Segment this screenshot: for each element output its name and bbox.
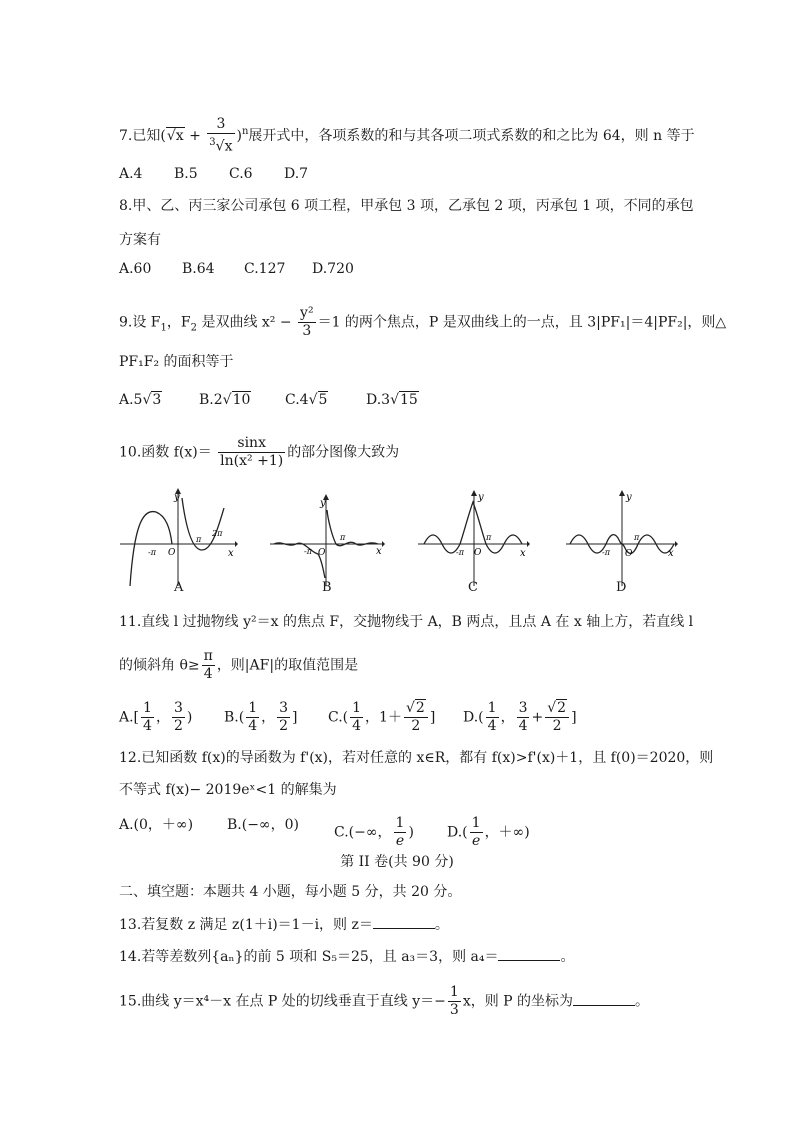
q9-d-pre: D.3 — [366, 392, 391, 408]
q7-option-b: B.5 — [174, 166, 198, 182]
q11-d-d1: 4 — [487, 718, 497, 734]
q8-option-d: D.720 — [312, 261, 354, 277]
graph-c-x-label: x — [520, 548, 526, 559]
section2-heading: 二、填空题：本题共 4 小题，每小题 5 分，共 20 分。 — [119, 884, 462, 900]
q11-line2-post: ，则|AF|的取值范围是 — [216, 657, 359, 674]
q12-c-post: ) — [408, 824, 414, 841]
q9-sub-1: 1 — [160, 322, 167, 334]
q7-root-index: 3 — [209, 137, 216, 148]
q11-b-d2: 2 — [279, 718, 289, 734]
graph-d-tick-pi: π — [634, 533, 640, 542]
q9-a-rad: 3 — [152, 392, 162, 408]
q9-a-pre: A.5 — [119, 392, 143, 408]
q11-d-frac-mid — [517, 700, 530, 735]
graph-c-label: C — [468, 580, 478, 595]
q11-c-d2: 2 — [404, 717, 428, 735]
q14-text: 14.若等差数列{aₙ}的前 5 项和 S₅＝25，且 a₃＝3，则 a₄＝ — [119, 949, 499, 965]
q11-c-n2: 2 — [415, 700, 425, 716]
q11-c-n1: 1 — [352, 700, 362, 716]
q7-text-a: 7.已知( — [119, 127, 166, 144]
q9-option-c: C.4√5 — [285, 392, 328, 408]
q11-option-a — [119, 700, 192, 735]
graph-b-x-label: x — [376, 546, 382, 557]
q9-option-a: A.5√3 — [119, 392, 162, 408]
graph-a-tick-neg-pi: -π — [148, 548, 156, 557]
q9-stem — [119, 305, 726, 340]
q11-b-n1: 1 — [248, 700, 258, 716]
q11-a-d1: 4 — [143, 718, 152, 734]
q11-d-n2: 2 — [557, 700, 567, 716]
q7-radicand: x — [175, 127, 184, 144]
q15-end: 。 — [635, 993, 650, 1010]
q11-a-post: ) — [186, 709, 193, 726]
q7-frac-den: $^3$√x — [207, 133, 234, 156]
q11-d-plus: + — [531, 709, 544, 726]
q8-line2: 方案有 — [119, 232, 161, 248]
q11-option-c — [328, 700, 435, 735]
q7-exp: n — [241, 126, 249, 138]
q11-line1: 11.直线 l 过抛物线 y²＝x 的焦点 F，交抛物线于 A，B 两点，且点 A 在 x 轴上方，若直线 l — [119, 614, 694, 630]
q9-option-d: D.3√15 — [366, 392, 418, 408]
q8-option-c: C.127 — [244, 261, 286, 277]
q9-c-pre: C.4 — [285, 392, 309, 408]
graph-d-label: D — [616, 580, 627, 595]
graph-d — [566, 488, 678, 588]
q7-option-a: A.4 — [119, 166, 143, 182]
q11-a-frac1 — [141, 700, 154, 735]
q14-answer-blank[interactable] — [498, 946, 560, 961]
q12-d-post: ，＋∞) — [484, 824, 530, 841]
q11-angle-num: π — [203, 648, 213, 664]
q15-fraction — [448, 984, 461, 1019]
graph-a — [120, 488, 238, 588]
q9-mid1: ，F — [166, 314, 191, 331]
graph-b — [270, 488, 385, 588]
graph-a-tick-pi: π — [196, 535, 202, 544]
q9-fraction — [298, 305, 316, 340]
q14 — [119, 946, 574, 967]
q11-b-frac2 — [277, 700, 290, 735]
graph-d-x-label: x — [668, 548, 674, 559]
q12-d-pre: D.( — [447, 824, 468, 841]
q11-c-frac2 — [404, 700, 428, 735]
q9-b-rad: 10 — [232, 392, 251, 408]
q10-fraction — [218, 435, 285, 470]
graph-b-y-label: y — [320, 498, 326, 509]
q10-suffix: 的部分图像大致为 — [287, 444, 400, 461]
q15 — [119, 984, 649, 1019]
graph-a-x-label: x — [228, 548, 234, 559]
q15-answer-blank[interactable] — [573, 991, 635, 1006]
q12-c-den: e — [394, 832, 407, 850]
q7-fraction — [207, 116, 234, 156]
graph-c — [418, 488, 530, 588]
q10-frac-den: ln(x² +1) — [220, 453, 284, 469]
q11-b-d1: 4 — [248, 718, 258, 734]
graph-c-origin: O — [474, 548, 482, 558]
q9-mid2: 是双曲线 x² − — [197, 314, 292, 331]
q11-c-pre: C.( — [328, 709, 349, 726]
q7-frac-radicand: x — [224, 138, 233, 155]
q10-stem — [119, 435, 399, 470]
q11-option-b — [224, 700, 298, 735]
q11-line2 — [119, 648, 358, 683]
graph-b-tick-pi: π — [340, 533, 346, 542]
q9-b-pre: B.2 — [199, 392, 223, 408]
q11-a-pre: A.[ — [119, 709, 140, 726]
q9-frac-den: 3 — [298, 322, 316, 340]
q7-text-b: ) — [236, 127, 242, 144]
q7-option-d: D.7 — [284, 166, 309, 182]
graph-a-y-label: y — [174, 492, 180, 503]
graph-a-label: A — [174, 580, 184, 595]
q15-den: 3 — [449, 1002, 459, 1018]
q9-c-rad: 5 — [318, 392, 328, 408]
graph-b-label: B — [322, 580, 332, 595]
q12-line2: 不等式 f(x)− 2019eˣ<1 的解集为 — [119, 782, 337, 798]
q9-sub-2: 2 — [190, 322, 197, 334]
q15-num: 1 — [449, 984, 459, 1000]
q11-d-d2: 2 — [545, 717, 569, 735]
q15-mid: x，则 P 的坐标为 — [462, 993, 574, 1010]
q11-a-sep: ， — [155, 709, 170, 726]
q13-text: 13.若复数 z 满足 z(1＋i)＝1－i，则 z＝ — [119, 917, 373, 933]
q11-d-post: ] — [571, 709, 577, 726]
graph-d-y-label: y — [626, 492, 632, 503]
part2-title: 第 II 卷(共 90 分) — [340, 854, 454, 870]
q12-option-d — [447, 815, 530, 850]
q9-d-rad: 15 — [400, 392, 418, 408]
q7-frac-num: 3 — [216, 116, 226, 132]
q11-c-n2-wrap: √2 — [405, 700, 425, 716]
q8-option-b: B.64 — [182, 261, 215, 277]
q11-line2-pre: 的倾斜角 θ≥ — [119, 657, 200, 674]
q11-b-sep: ， — [261, 709, 276, 726]
q12-option-a: A.(0，＋∞) — [119, 817, 194, 833]
graph-b-origin: O — [318, 548, 326, 558]
q9-option-b: B.2√10 — [199, 392, 251, 408]
q11-c-post: ] — [429, 709, 436, 726]
q13 — [119, 914, 449, 935]
q9-suffix: ＝1 的两个焦点，P 是双曲线上的一点，且 3|PF₁|＝4|PF₂|，则△ — [317, 314, 727, 331]
q11-b-n2: 3 — [279, 700, 289, 716]
q11-a-d2: 2 — [173, 718, 183, 734]
graph-d-tick-neg-pi: -π — [602, 548, 610, 557]
q9-frac-num: y² — [300, 305, 314, 321]
graph-d-origin: O — [625, 549, 633, 559]
q11-c-sep: ，1＋ — [365, 709, 402, 726]
q15-text: 15.曲线 y＝x⁴－x 在点 P 处的切线垂直于直线 y＝− — [119, 993, 446, 1010]
q11-d-md: 4 — [518, 718, 528, 734]
graph-c-tick-pi: π — [486, 533, 492, 542]
q12-option-c — [334, 815, 414, 850]
q12-c-num: 1 — [395, 815, 405, 831]
q11-a-n2: 3 — [173, 700, 183, 716]
q9-prefix: 9.设 F — [119, 314, 161, 331]
q12-c-pre: C.(−∞， — [334, 824, 392, 841]
q8-line1: 8.甲、乙、丙三家公司承包 6 项工程，甲承包 3 项，乙承包 2 项，丙承包 1 项，不同的承包 — [119, 198, 694, 214]
q12-d-frac — [470, 815, 483, 850]
q11-b-frac1 — [246, 700, 259, 735]
q11-a-n1: 1 — [143, 700, 152, 716]
q11-d-n2-wrap: √2 — [547, 700, 567, 716]
graph-b-tick-neg-pi: -π — [304, 547, 312, 556]
graph-a-tick-2pi: 2π — [212, 529, 223, 538]
q12-line1: 12.已知函数 f(x)的导函数为 f'(x)，若对任意的 x∈R，都有 f(x)>f'(x)＋1，且 f(0)＝2020，则 — [119, 750, 714, 766]
q11-b-post: ] — [292, 709, 298, 726]
q13-end: 。 — [434, 917, 449, 933]
q11-b-pre: B.( — [224, 709, 245, 726]
q7-sqrt-x: √x — [166, 127, 184, 144]
q7-option-c: C.6 — [229, 166, 253, 182]
q8-option-a: A.60 — [119, 261, 152, 277]
graph-c-tick-neg-pi: -π — [456, 548, 464, 557]
q9-line2: PF₁F₂ 的面积等于 — [119, 354, 234, 370]
q11-d-pre: D.( — [463, 709, 484, 726]
q12-c-frac — [394, 815, 407, 850]
graph-c-y-label: y — [478, 492, 484, 503]
q13-answer-blank[interactable] — [373, 914, 435, 929]
q11-option-d — [463, 700, 577, 735]
q11-d-n1: 1 — [487, 700, 497, 716]
q7-stem: 7.已知(√x + $\frac{3}{^3√x}$ )$^n$展开式中，各项系数的和与其各项二项式系数的和之比为 64，则 n 等于 — [119, 116, 695, 155]
q12-d-den: e — [470, 832, 483, 850]
q14-end: 。 — [560, 949, 575, 965]
q10-frac-num: sinx — [237, 435, 266, 451]
q11-d-frac2 — [545, 700, 569, 735]
q11-d-sep: ， — [500, 709, 515, 726]
graph-a-origin: O — [168, 548, 176, 558]
q11-a-frac2 — [172, 700, 185, 735]
q11-angle-den: 4 — [202, 665, 215, 683]
q11-d-mid: 3 — [518, 700, 528, 716]
q12-option-b: B.(−∞，0) — [227, 817, 299, 833]
q11-d-frac1 — [486, 700, 499, 735]
q12-d-num: 1 — [471, 815, 481, 831]
q11-c-d1: 4 — [352, 718, 362, 734]
q7-text-c: 展开式中，各项系数的和与其各项二项式系数的和之比为 64，则 n 等于 — [248, 127, 695, 144]
q11-c-frac1 — [350, 700, 363, 735]
q11-angle-fraction — [202, 648, 215, 683]
q10-prefix: 10.函数 f(x)＝ — [119, 444, 212, 461]
